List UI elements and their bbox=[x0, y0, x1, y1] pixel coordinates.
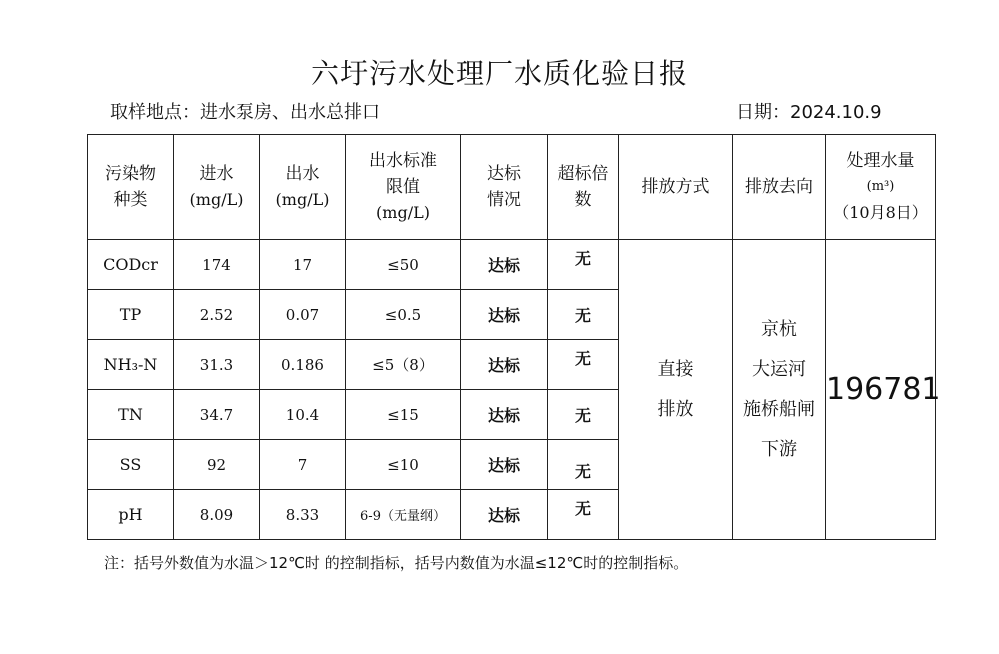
footnote: 注：括号外数值为水温＞12℃时 的控制指标，括号内数值为水温≤12℃时的控制指标。 bbox=[104, 554, 689, 572]
header-discharge-method: 排放方式 bbox=[619, 135, 733, 240]
exceed-cell: 无 bbox=[548, 290, 619, 340]
limit-cell: ≤15 bbox=[346, 390, 461, 440]
header-outflow: 出水 (mg/L) bbox=[260, 135, 346, 240]
compliance-cell: 达标 bbox=[461, 390, 548, 440]
compliance-cell: 达标 bbox=[461, 290, 548, 340]
table-row bbox=[88, 240, 936, 290]
report-title: 六圩污水处理厂水质化验日报 bbox=[310, 57, 688, 90]
exceed-cell: 无 bbox=[548, 440, 619, 490]
limit-cell: ≤10 bbox=[346, 440, 461, 490]
outflow-cell: 10.4 bbox=[260, 390, 346, 440]
pollutant-cell: pH bbox=[88, 490, 174, 540]
water-quality-table bbox=[87, 134, 941, 540]
pollutant-cell: TP bbox=[88, 290, 174, 340]
inflow-cell: 31.3 bbox=[174, 340, 260, 390]
header-limit: 出水标准 限值 (mg/L) bbox=[346, 135, 461, 240]
pollutant-cell: TN bbox=[88, 390, 174, 440]
inflow-cell: 92 bbox=[174, 440, 260, 490]
discharge-destination-cell: 京杭 大运河 施桥船闸 下游 bbox=[733, 240, 826, 540]
outflow-cell: 7 bbox=[260, 440, 346, 490]
volume-cell: 196781 bbox=[826, 240, 936, 540]
inflow-cell: 2.52 bbox=[174, 290, 260, 340]
inflow-cell: 174 bbox=[174, 240, 260, 290]
pollutant-cell: NH₃-N bbox=[88, 340, 174, 390]
outflow-cell: 8.33 bbox=[260, 490, 346, 540]
pollutant-cell: SS bbox=[88, 440, 174, 490]
header-discharge-destination: 排放去向 bbox=[733, 135, 826, 240]
limit-cell: ≤0.5 bbox=[346, 290, 461, 340]
inflow-cell: 8.09 bbox=[174, 490, 260, 540]
sampling-location: 取样地点：进水泵房、出水总排口 bbox=[110, 102, 380, 123]
exceed-cell: 无 bbox=[548, 490, 619, 540]
inflow-cell: 34.7 bbox=[174, 390, 260, 440]
limit-cell: ≤5（8） bbox=[346, 340, 461, 390]
exceed-cell: 无 bbox=[548, 340, 619, 390]
discharge-method-cell: 直接 排放 bbox=[619, 240, 733, 540]
header-pollutant: 污染物 种类 bbox=[88, 135, 174, 240]
limit-cell: 6-9（无量纲） bbox=[346, 490, 461, 540]
header-volume: 处理水量 (m³) （10月8日） bbox=[826, 135, 936, 240]
compliance-cell: 达标 bbox=[461, 240, 548, 290]
report-date: 日期：2024.10.9 bbox=[736, 102, 882, 123]
header-compliance: 达标 情况 bbox=[461, 135, 548, 240]
limit-cell: ≤50 bbox=[346, 240, 461, 290]
header-inflow: 进水 (mg/L) bbox=[174, 135, 260, 240]
compliance-cell: 达标 bbox=[461, 340, 548, 390]
compliance-cell: 达标 bbox=[461, 490, 548, 540]
outflow-cell: 0.186 bbox=[260, 340, 346, 390]
exceed-cell: 无 bbox=[548, 240, 619, 290]
outflow-cell: 0.07 bbox=[260, 290, 346, 340]
pollutant-cell: CODcr bbox=[88, 240, 174, 290]
header-exceed: 超标倍 数 bbox=[548, 135, 619, 240]
compliance-cell: 达标 bbox=[461, 440, 548, 490]
exceed-cell: 无 bbox=[548, 390, 619, 440]
outflow-cell: 17 bbox=[260, 240, 346, 290]
